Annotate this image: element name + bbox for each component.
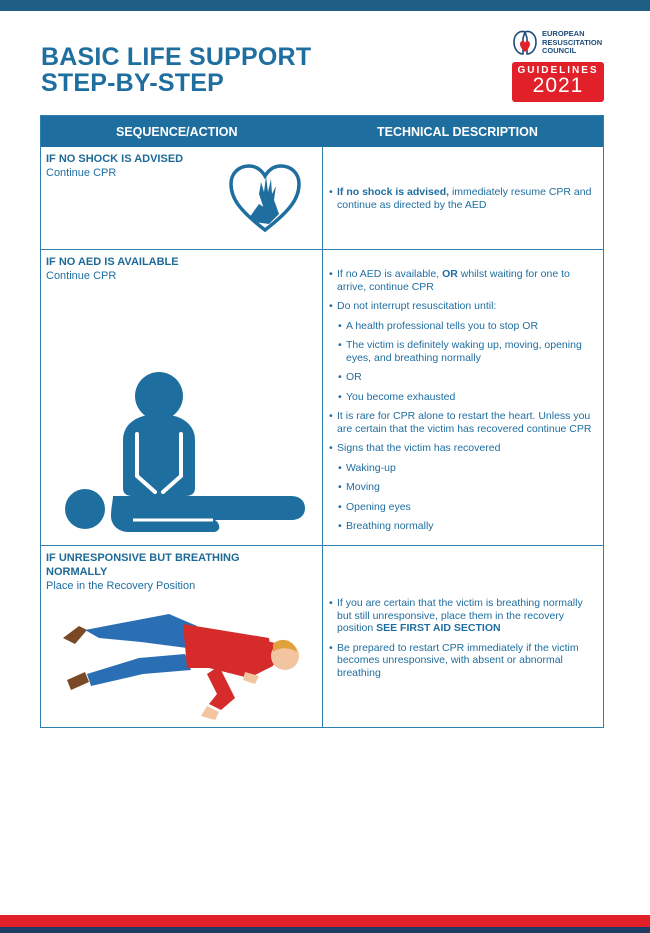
item-text: If you are certain that the victim is breathing normally but still unresponsive, place them in the recovery position (337, 597, 583, 634)
item-text: immediately resume CPR and continue as directed by the AED (337, 186, 592, 211)
list-subitem: • Moving (337, 481, 600, 494)
title-line-1: BASIC LIFE SUPPORT (41, 43, 312, 71)
top-bar (0, 0, 650, 11)
list-item: • Do not interrupt resuscitation until: (328, 300, 600, 313)
row-3-action (46, 551, 276, 593)
list-subitem: • Opening eyes (337, 501, 600, 514)
erc-heart-lungs-icon (510, 28, 540, 58)
row-divider (41, 249, 603, 250)
row-1-description (328, 186, 600, 218)
item-text: whilst waiting for one to arrive, continue CPR (337, 268, 570, 293)
recovery-position-illustration (59, 608, 305, 720)
list-item (328, 268, 600, 293)
logo-org-name: EUROPEAN RESUSCITATION COUNCIL (542, 29, 603, 55)
list-item (328, 597, 600, 635)
list-subitem: • A health professional tells you to stop OR (337, 320, 600, 333)
title-line-2: STEP-BY-STEP (41, 69, 224, 97)
bls-table (40, 115, 604, 728)
col-header-sequence: SEQUENCE/ACTION (116, 125, 238, 139)
list-subitem: • OR (337, 371, 600, 384)
page-title (41, 44, 311, 96)
row-2-subheading: Continue CPR (46, 270, 117, 282)
item-bold: SEE FIRST AID SECTION (376, 622, 501, 634)
row-1-subheading: Continue CPR (46, 167, 117, 179)
list-item: • Signs that the victim has recovered (328, 442, 600, 455)
col-header-description: TECHNICAL DESCRIPTION (377, 125, 538, 139)
item-pre: If no AED is available, (337, 268, 443, 280)
bottom-navy-bar (0, 927, 650, 933)
row-3-heading: IF UNRESPONSIVE BUT BREATHING NORMALLY (46, 552, 240, 578)
row-2-heading: IF NO AED IS AVAILABLE (46, 256, 179, 268)
list-subitem: • The victim is definitely waking up, moving, opening eyes, and breathing normally (337, 339, 600, 364)
row-3-subheading: Place in the Recovery Position (46, 580, 196, 592)
list-subitem: • You become exhausted (337, 391, 600, 404)
erc-logo (510, 28, 604, 102)
badge-year: 2021 (532, 74, 584, 97)
list-subitem: • Waking-up (337, 462, 600, 475)
badge-label: GUIDELINES (517, 65, 599, 76)
list-item: • It is rare for CPR alone to restart the heart. Unless you are certain that the victim has recovered continue CPR (328, 410, 600, 435)
heart-hand-icon (229, 164, 301, 234)
table-header (41, 116, 603, 147)
row-2-description (328, 268, 600, 540)
list-item (328, 186, 600, 211)
row-divider (41, 545, 603, 546)
list-item: • Be prepared to restart CPR immediately if the victim becomes unresponsive, with absent or abnormal breathing (328, 642, 600, 680)
item-bold: OR (442, 268, 458, 280)
column-divider (322, 147, 323, 728)
guidelines-badge (512, 62, 604, 102)
list-subitem: • Breathing normally (337, 520, 600, 533)
row-3-description (328, 597, 600, 686)
row-1-heading: IF NO SHOCK IS ADVISED (46, 153, 184, 165)
row-2-action (46, 255, 316, 283)
item-bold: If no shock is advised, (337, 186, 450, 198)
bottom-red-bar (0, 915, 650, 927)
cpr-figure-icon (65, 368, 305, 532)
